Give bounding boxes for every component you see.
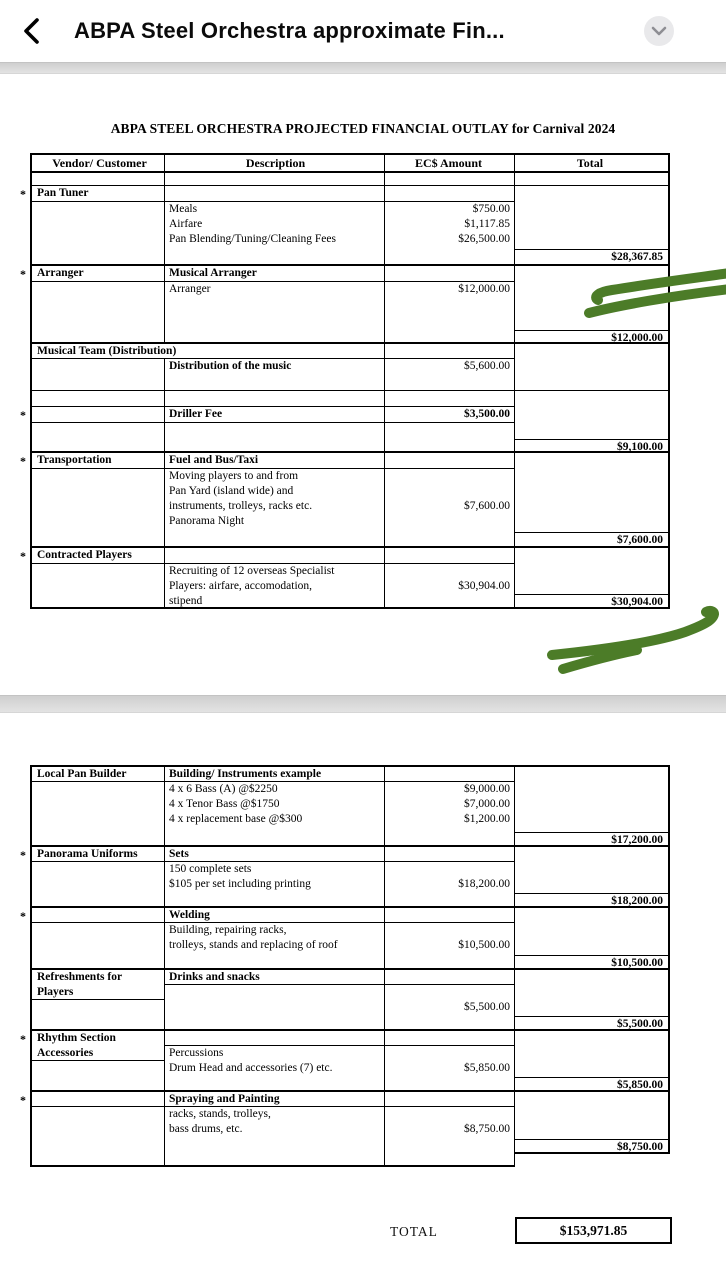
table-cell-d: [165, 186, 385, 202]
table-cell-t: $12,000.00: [515, 330, 670, 344]
table-cell-d: Driller Fee: [165, 407, 385, 423]
table-cell-d: Percussions: [165, 1046, 385, 1061]
table-cell-a: [385, 1031, 515, 1046]
table-row: [30, 391, 670, 407]
table-cell-t: [515, 423, 670, 439]
table-row: [30, 955, 670, 970]
table-cell-t: $7,600.00: [515, 532, 670, 548]
table-row: [30, 923, 670, 955]
table-cell-a: $5,600.00: [385, 359, 515, 391]
table-cell-v: [30, 594, 165, 609]
table-cell-d: [165, 423, 385, 439]
table-cell-a: $8,750.00: [385, 1107, 515, 1139]
table-cell-a: $5,500.00: [385, 1000, 515, 1016]
table-cell-v: [30, 1154, 165, 1167]
table-cell-t: [515, 782, 670, 832]
table-cell-v: [30, 955, 165, 970]
chevron-down-icon: [651, 26, 667, 36]
table-cell-v: [30, 862, 165, 893]
table-cell-a: [385, 330, 515, 344]
table-cell-d: stipend: [165, 594, 385, 609]
table-cell-t: [515, 282, 670, 330]
asterisk-marker: *: [20, 267, 26, 281]
table-cell-v: [30, 1139, 165, 1154]
table-cell-d: Meals Airfare Pan Blending/Tuning/Cleaning Fees: [165, 202, 385, 249]
doc-heading: ABPA STEEL ORCHESTRA PROJECTED FINANCIAL OUTLAY for Carnival 2024: [110, 121, 616, 136]
table-row: [20, 407, 670, 423]
table-cell-v: Panorama Uniforms: [30, 847, 165, 862]
table-cell-a: [385, 1154, 515, 1167]
table-cell-a: [385, 186, 515, 202]
table-cell-d: [165, 1154, 385, 1167]
table-cell-v: [30, 249, 165, 266]
table-cell-t: [515, 862, 670, 893]
grand-total-label: TOTAL: [390, 1224, 438, 1239]
table-cell-a: [385, 594, 515, 609]
back-button[interactable]: [12, 11, 52, 51]
table-cell-a: [385, 1046, 515, 1061]
table-cell-v: [30, 893, 165, 908]
table-cell-a: $10,500.00: [385, 923, 515, 955]
table-cell-v: Players: [30, 985, 165, 1000]
table-row: [30, 202, 670, 249]
table-cell-a: [385, 908, 515, 923]
table-cell-d: Building, repairing racks, trolleys, stands and replacing of roof: [165, 923, 385, 955]
table-cell-a: $30,904.00: [385, 564, 515, 594]
table-cell-v: [30, 423, 165, 439]
table-cell-a: [385, 532, 515, 548]
table-cell-v: Local Pan Builder: [30, 767, 165, 782]
table-row: [30, 173, 670, 186]
table-cell-a: [385, 266, 515, 282]
document-title: ABPA Steel Orchestra approximate Fin...: [74, 18, 505, 43]
table-cell-a: $12,000.00: [385, 282, 515, 330]
asterisk-marker: *: [20, 549, 26, 563]
table-row: [30, 1046, 670, 1061]
table-cell-t: [515, 847, 670, 862]
app-header-bar: [0, 0, 726, 62]
table-cell-d: Musical Arranger: [165, 266, 385, 282]
table-cell-t: [515, 908, 670, 923]
table-row: [30, 1139, 670, 1154]
table-cell-d: [165, 985, 385, 1000]
table-cell-a: [385, 173, 515, 186]
expand-title-button[interactable]: [644, 16, 674, 46]
table-cell-d: 4 x 6 Bass (A) @$2250 4 x Tenor Bass @$1750 4 x replacement base @$300: [165, 782, 385, 832]
table-row: [30, 469, 670, 532]
table-cell-t: [515, 970, 670, 985]
table-cell-a: [385, 985, 515, 1000]
table-cell-d: [165, 548, 385, 564]
table-row: [30, 439, 670, 453]
table-row: [30, 985, 670, 1000]
table-cell-a: [385, 344, 515, 359]
table-cell-d: [165, 391, 385, 407]
table-cell-a: $18,200.00: [385, 862, 515, 893]
table-cell-t: [515, 767, 670, 782]
table-cell-t: [515, 173, 670, 186]
table-cell-a: [385, 1077, 515, 1092]
table-cell-t: [515, 453, 670, 469]
table-cell-v: [30, 407, 165, 423]
table-row: [20, 548, 670, 564]
table-row: [30, 1077, 670, 1092]
table-cell-t: [515, 344, 670, 359]
asterisk-marker: *: [20, 848, 26, 862]
table-cell-a: EC$ Amount: [385, 155, 515, 173]
table-cell-a: $7,600.00: [385, 469, 515, 532]
table-cell-a: $3,500.00: [385, 407, 515, 423]
asterisk-marker: *: [20, 454, 26, 468]
table-cell-d: Drinks and snacks: [165, 970, 385, 985]
table-cell-v: [30, 173, 165, 186]
table-cell-a: [385, 453, 515, 469]
table-row: [30, 1154, 670, 1167]
table-cell-v: [30, 532, 165, 548]
table-row: [30, 564, 670, 594]
table-row: [30, 282, 670, 330]
document-page-1: [0, 74, 726, 695]
table-cell-d: Fuel and Bus/Taxi: [165, 453, 385, 469]
grand-total-row: [0, 1217, 726, 1257]
table-cell-v: [30, 439, 165, 453]
table-cell-a: $750.00 $1,117.85 $26,500.00: [385, 202, 515, 249]
table-cell-v: [30, 908, 165, 923]
table-cell-d: [165, 1031, 385, 1046]
table-cell-t: [515, 985, 670, 1000]
table-cell-d: Welding: [165, 908, 385, 923]
table-cell-a: [385, 391, 515, 407]
table-cell-v: Refreshments for: [30, 970, 165, 985]
table-cell-a: [385, 832, 515, 847]
table-cell-v: [30, 359, 165, 391]
table-cell-t: $8,750.00: [515, 1139, 670, 1154]
table-row: [30, 1000, 670, 1016]
table-cell-d: Building/ Instruments example: [165, 767, 385, 782]
table-cell-v: Rhythm Section: [30, 1031, 165, 1046]
table-cell-a: [385, 249, 515, 266]
table-row: [30, 423, 670, 439]
table-row: [20, 266, 670, 282]
table-cell-t: $17,200.00: [515, 832, 670, 847]
table-cell-t: [515, 359, 670, 391]
table-cell-v: [30, 282, 165, 330]
table-cell-t: [515, 407, 670, 423]
table-cell-d: [165, 893, 385, 908]
table-row: [20, 186, 670, 202]
table-cell-t: [515, 1000, 670, 1016]
table-row: [20, 908, 670, 923]
table-cell-v: [30, 330, 165, 344]
table-cell-a: [385, 423, 515, 439]
table-cell-a: [385, 439, 515, 453]
table-row: [30, 359, 670, 391]
table-row: [30, 832, 670, 847]
table-cell-d: Sets: [165, 847, 385, 862]
financial-table-page1: [20, 153, 670, 609]
table-row: [30, 1061, 670, 1077]
table-cell-v: Pan Tuner: [30, 186, 165, 202]
table-row: [30, 862, 670, 893]
table-cell-v: Accessories: [30, 1046, 165, 1061]
table-cell-v: Vendor/ Customer: [30, 155, 165, 173]
table-row: [30, 782, 670, 832]
table-cell-d: Distribution of the music: [165, 359, 385, 391]
table-cell-d: [165, 330, 385, 344]
table-cell-v: [30, 832, 165, 847]
table-row: [30, 532, 670, 548]
table-cell-d: [165, 1077, 385, 1092]
table-cell-a: $5,850.00: [385, 1061, 515, 1077]
table-cell-a: [385, 1139, 515, 1154]
table-cell-t: [515, 923, 670, 955]
table-cell-t: [515, 186, 670, 202]
table-cell-t: [515, 1092, 670, 1107]
table-cell-t: [515, 1154, 670, 1167]
table-cell-d: [165, 832, 385, 847]
asterisk-marker: *: [20, 408, 26, 422]
grand-total-value: $153,971.85: [515, 1217, 672, 1244]
table-cell-t: [515, 548, 670, 564]
table-cell-t: [515, 391, 670, 407]
table-cell-v: [30, 1016, 165, 1031]
table-row: [30, 1107, 670, 1139]
page-separator: [0, 62, 726, 74]
table-cell-d: racks, stands, trolleys, bass drums, etc.: [165, 1107, 385, 1139]
chevron-left-icon: [21, 16, 43, 46]
table-cell-t: [515, 1061, 670, 1077]
table-cell-v: [30, 1077, 165, 1092]
table-cell-t: $9,100.00: [515, 439, 670, 453]
table-cell-d: Spraying and Painting: [165, 1092, 385, 1107]
table-cell-t: [515, 266, 670, 282]
financial-table-page2: [20, 765, 670, 1167]
table-row: [20, 453, 670, 469]
table-cell-t: Total: [515, 155, 670, 173]
table-cell-v: Transportation: [30, 453, 165, 469]
table-cell-v: [30, 1092, 165, 1107]
table-row: [30, 767, 670, 782]
table-row: [30, 970, 670, 985]
table-cell-d: 150 complete sets $105 per set including printing: [165, 862, 385, 893]
table-cell-d: [165, 1016, 385, 1031]
table-cell-t: [515, 1046, 670, 1061]
table-cell-v: [30, 782, 165, 832]
table-cell-d: [165, 532, 385, 548]
table-cell-t: $30,904.00: [515, 594, 670, 609]
table-row: [20, 1092, 670, 1107]
table-row: [20, 847, 670, 862]
table-cell-v: [30, 1000, 165, 1016]
table-cell-d: Moving players to and from Pan Yard (island wide) and instruments, trolleys, racks etc. Panorama Night: [165, 469, 385, 532]
asterisk-marker: *: [20, 1032, 26, 1046]
table-row: [30, 1016, 670, 1031]
page-separator: [0, 695, 726, 713]
table-cell-d: Arranger: [165, 282, 385, 330]
table-cell-t: $18,200.00: [515, 893, 670, 908]
table-cell-d: [165, 1139, 385, 1154]
table-cell-t: [515, 1107, 670, 1139]
table-cell-a: [385, 548, 515, 564]
table-cell-d: [165, 249, 385, 266]
table-cell-t: $5,500.00: [515, 1016, 670, 1031]
table-cell-v: [30, 202, 165, 249]
table-cell-v: Contracted Players: [30, 548, 165, 564]
table-cell-d: [165, 1000, 385, 1016]
table-cell-a: [385, 970, 515, 985]
table-row: [30, 330, 670, 344]
table-cell-d: Drum Head and accessories (7) etc.: [165, 1061, 385, 1077]
document-scroll-area[interactable]: [0, 74, 726, 1280]
table-cell-t: [515, 1031, 670, 1046]
table-cell-v: [30, 1107, 165, 1139]
table-row: [30, 344, 670, 359]
table-cell-a: [385, 893, 515, 908]
table-cell-t: [515, 202, 670, 249]
table-cell-a: [385, 955, 515, 970]
table-row: [20, 1031, 670, 1046]
asterisk-marker: *: [20, 187, 26, 201]
table-cell-v: [30, 469, 165, 532]
table-cell-d: [165, 173, 385, 186]
table-row: [30, 249, 670, 266]
table-cell-v: [30, 391, 165, 407]
table-cell-a: [385, 847, 515, 862]
table-cell-v: [30, 564, 165, 594]
table-cell-d: [165, 955, 385, 970]
table-cell-t: $28,367.85: [515, 249, 670, 266]
table-cell-a: $9,000.00 $7,000.00 $1,200.00: [385, 782, 515, 832]
table-row: [30, 893, 670, 908]
table-cell-d: [165, 439, 385, 453]
asterisk-marker: *: [20, 1093, 26, 1107]
table-cell-t: $5,850.00: [515, 1077, 670, 1092]
table-cell-v: Musical Team (Distribution): [30, 344, 385, 359]
table-cell-t: [515, 564, 670, 594]
table-cell-t: [515, 469, 670, 532]
table-cell-v: Arranger: [30, 266, 165, 282]
table-cell-t: $10,500.00: [515, 955, 670, 970]
table-cell-a: [385, 1016, 515, 1031]
table-cell-d: Recruiting of 12 overseas Specialist Players: airfare, accomodation,: [165, 564, 385, 594]
table-cell-a: [385, 1092, 515, 1107]
table-row: [30, 594, 670, 609]
table-cell-d: Description: [165, 155, 385, 173]
document-page-2: [0, 765, 726, 1280]
table-cell-a: [385, 767, 515, 782]
table-cell-v: [30, 923, 165, 955]
asterisk-marker: *: [20, 909, 26, 923]
table-cell-v: [30, 1061, 165, 1077]
table-row: [30, 155, 670, 173]
